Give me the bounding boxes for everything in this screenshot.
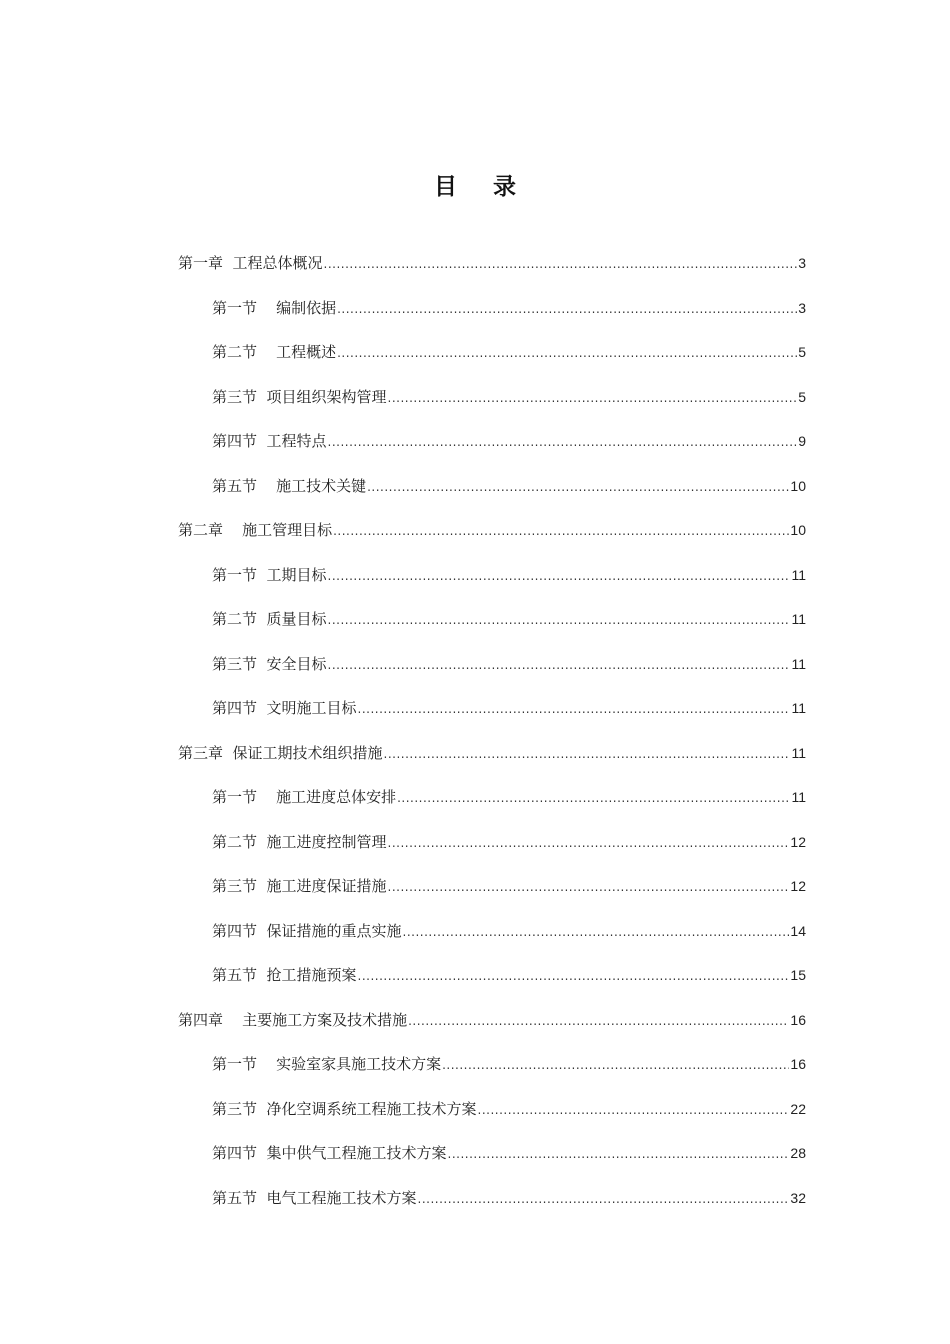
toc-page-number: 16	[790, 1011, 806, 1028]
toc-page-number: 11	[791, 744, 806, 761]
toc-leader	[448, 1139, 790, 1169]
toc-entry-label: 第三节 净化空调系统工程施工技术方案	[212, 1099, 477, 1118]
toc-page-number: 9	[798, 433, 806, 449]
toc-page-number: 3	[798, 255, 806, 271]
toc-leader	[328, 561, 791, 591]
toc-entry[interactable]	[178, 471, 806, 516]
toc-entry-label: 第一节 编制依据	[212, 298, 337, 317]
toc-entry-label: 第一章 工程总体概况	[178, 254, 323, 272]
toc-page-number: 16	[790, 1056, 806, 1072]
toc-page-number: 10	[790, 477, 806, 494]
toc-leader	[358, 961, 790, 991]
toc-entry-label: 第三章 保证工期技术组织措施	[178, 743, 383, 762]
toc-page-number: 11	[791, 566, 806, 583]
toc-leader	[328, 427, 798, 457]
toc-entry-label: 第三节 施工进度保证措施	[212, 877, 387, 895]
toc-entry[interactable]	[178, 871, 806, 916]
toc-page-number: 11	[791, 700, 806, 716]
toc-leader	[328, 605, 791, 635]
toc-page-number: 28	[790, 1145, 806, 1161]
toc-entry[interactable]	[178, 1005, 806, 1050]
toc-entry[interactable]	[178, 1138, 806, 1183]
toc-leader	[397, 783, 790, 813]
toc-entry-label: 第五节 施工技术关键	[212, 476, 367, 495]
toc-entry[interactable]	[178, 827, 806, 872]
toc-entry[interactable]	[178, 293, 806, 338]
toc-entry-label: 第五节 抢工措施预案	[212, 966, 357, 984]
toc-entry[interactable]	[178, 1049, 806, 1094]
toc-entry-label: 第二章 施工管理目标	[178, 521, 333, 539]
toc-entry[interactable]	[178, 337, 806, 382]
toc-page-number: 10	[790, 522, 806, 538]
toc-entry[interactable]	[178, 916, 806, 961]
toc-page-number: 11	[791, 789, 806, 805]
toc-entry-label: 第三节 安全目标	[212, 654, 327, 673]
toc-page-number: 14	[790, 922, 806, 939]
toc-entry-label: 第二节 施工进度控制管理	[212, 832, 387, 851]
toc-leader	[367, 472, 789, 502]
toc-entry-label: 第一节 工期目标	[212, 565, 327, 584]
toc-entry[interactable]	[178, 382, 806, 427]
toc-leader	[337, 338, 797, 368]
toc-leader	[337, 294, 797, 324]
toc-entry-label: 第二节 工程概述	[212, 343, 337, 361]
toc-leader	[388, 828, 790, 858]
toc-entry[interactable]	[178, 693, 806, 738]
toc-entry[interactable]	[178, 1094, 806, 1139]
toc-page-number: 11	[791, 611, 806, 627]
toc-entry[interactable]	[178, 248, 806, 293]
toc-leader	[333, 516, 789, 546]
toc-entry-label: 第一节 实验室家具施工技术方案	[212, 1055, 442, 1073]
table-of-contents	[178, 248, 806, 1227]
toc-leader	[478, 1095, 790, 1125]
toc-entry[interactable]	[178, 515, 806, 560]
toc-entry-label: 第四节 集中供气工程施工技术方案	[212, 1144, 447, 1162]
toc-leader	[442, 1050, 789, 1080]
toc-entry[interactable]	[178, 1183, 806, 1228]
toc-leader	[324, 249, 798, 279]
toc-page-number: 12	[790, 878, 806, 894]
toc-page-number: 3	[798, 299, 806, 316]
toc-entry[interactable]	[178, 426, 806, 471]
toc-entry[interactable]	[178, 604, 806, 649]
toc-leader	[328, 650, 791, 680]
toc-entry[interactable]	[178, 560, 806, 605]
toc-entry[interactable]	[178, 738, 806, 783]
toc-page-number: 22	[790, 1100, 806, 1117]
toc-page-number: 15	[790, 967, 806, 983]
page-title: 目 录	[433, 174, 530, 200]
toc-entry-label: 第一节 施工进度总体安排	[212, 788, 397, 806]
toc-page-number: 5	[798, 388, 806, 405]
toc-leader	[388, 383, 798, 413]
toc-leader	[358, 694, 791, 724]
toc-entry-label: 第二节 质量目标	[212, 610, 327, 628]
toc-leader	[388, 872, 790, 902]
toc-page-number: 5	[798, 344, 806, 360]
toc-entry[interactable]	[178, 649, 806, 694]
toc-leader	[418, 1184, 790, 1214]
toc-entry-label: 第三节 项目组织架构管理	[212, 387, 387, 406]
toc-page-number: 11	[791, 655, 806, 672]
toc-leader	[408, 1006, 789, 1036]
toc-entry-label: 第四节 保证措施的重点实施	[212, 921, 402, 940]
toc-entry-label: 第四节 文明施工目标	[212, 699, 357, 717]
toc-page-number: 32	[790, 1189, 806, 1206]
toc-leader	[403, 917, 790, 947]
toc-entry[interactable]	[178, 960, 806, 1005]
toc-entry-label: 第五节 电气工程施工技术方案	[212, 1188, 417, 1207]
toc-entry-label: 第四节 工程特点	[212, 432, 327, 450]
toc-entry-label: 第四章 主要施工方案及技术措施	[178, 1010, 408, 1029]
toc-entry[interactable]	[178, 782, 806, 827]
toc-page-number: 12	[790, 833, 806, 850]
toc-leader	[384, 739, 791, 769]
